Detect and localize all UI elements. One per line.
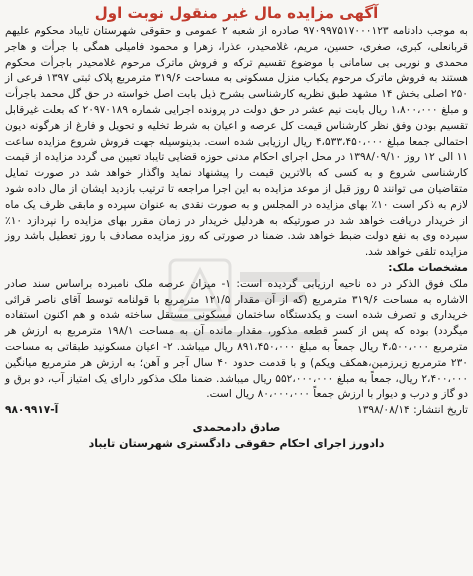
signer-name: صادق دادمحمدی xyxy=(192,420,281,434)
publication-date: ۱۳۹۸/۰۸/۱۴ xyxy=(357,404,410,417)
publication-line xyxy=(5,403,468,419)
notice-reference: آ-۹۸۰۹۹۱۷ xyxy=(5,404,59,417)
publication-date-group xyxy=(357,403,468,419)
specs-heading: مشخصات ملک: xyxy=(388,261,468,274)
notice-title: آگهی مزایده مال غیر منقول نوبت اول xyxy=(94,4,379,22)
issuing-office: دادورز اجرای احکام حقوقی دادگستری شهرستان تایباد xyxy=(88,436,385,450)
notice-body: به موجب دادنامه ۹۷۰۹۹۷۵۱۷۰۰۰۱۲۳ صادره از شعبه ۲ عمومی و حقوقی شهرستان تایباد محکوم علیهم قربانعلی، کبری، صغری، حسین، مریم، غلامحیدر، عذرا، زهرا و محمود فامیلی همگی با جرأت و هاجر محمدی و نوربی بی سامانی با موضوع تقسیم ترکه و فروش ماترک مرحوم غلامحیدر باجرأت محکوم هستند به فروش ماترک مرحوم یکباب منزل مسکونی به مساحت ۳۱۹/۶ مترمربع پلاک ثبتی ۱۳۹۷ فرعی از ۲۵۰ اصلی بخش ۱۴ مشهد طبق نظریه کارشناسی بشرح ذیل بابت اصل خواسته در حق گل محمد باجرأت و مبلغ ۱،۸۰۰،۰۰۰ ریال بابت نیم عشر در حق دولت در پرونده اجرایی شماره ۲۰۹۷۰۱۸۹ که بعلت غیرقابل تقسیم بودن وفق نظر کارشناس قیمت کل عرصه و اعیان به شرط تخلیه و تحویل و فارغ از هرگونه دیون احتمالی جمعا مبلغ ۴،۵۳۳،۴۵۰،۰۰۰ ریال ارزیابی شده است. بدینوسیله جهت فروش شروع مزایده ساعت ۱۱ الی ۱۲ روز ۱۳۹۸/۰۹/۱۰ در محل اجرای احکام مدنی حوزه قضایی تایباد تعیین می گردد مزایده از قیمت کارشناسی شروع و به کسی که بالاترین قیمت را پیشنهاد نماید واگذار خواهد شد در صورت تمایل متقاضیان می توانند ۵ روز قبل از موعد مزایده به این اجرا مراجعه تا ترتیب بازدید ایشان از مال داده شود لازم به ذکر است ۱۰٪ بهای مزایده در المجلس و به صورت نقدی به عنوان سپرده و مابقی ظرف یک ماه از خریدار دریافت خواهد شد در صورتیکه به هردلیل خریدار در زمان مقرر بهای مزایده را نپردازد ۱۰٪ سپرده وی به نفع دولت ضبط خواهد شد. ضمنا در صورتی که روز مزایده مصادف با روز تعطیل باشد روز مزایده تلقی خواهد شد. xyxy=(5,25,469,259)
publication-date-label: تاریخ انتشار: xyxy=(413,404,468,417)
specs-body: ملک فوق الذکر در ده ناحیه ارزیابی گردیده است: ۱- میزان عرصه ملک نامبرده براساس سند صادر الاشاره به مساحت ۳۱۹/۶ مترمربع (که از آن مقدار ۱۲۱/۵ مترمربع با قولنامه توسط آقای ناصر قرائی خریداری و تصرف شده است و یکدستگاه ساختمان مسکونی مستقل ساخته شده و هم اکنون استفاده میگردد) بوده که پس از کسر قطعه مذکور، مقدار مانده آن به مساحت ۱۹۸/۱ مترمربع به ارزش هر مترمربع ۴،۵۰۰،۰۰۰ ریال جمعاً به مبلغ ۸۹۱،۴۵۰،۰۰۰ ریال میباشد. ۲- اعیان مسکونید طبقاتی به مساحت ۲۳۰ مترمربع زیرزمین،همکف ویکم) و با قدمت حدود ۴۰ سال آجر و آهن؛ به ارزش هر مترمربع میانگین ۲،۴۰۰،۰۰۰ ریال، جمعاً به مبلغ ۵۵۲،۰۰۰،۰۰۰ ریال میباشد. ضمنا ملک مذکور دارای یک امتیاز آب، دو برق و دو گاز و درب و دیوار با ارزش جمعاً ۸۰،۰۰۰،۰۰۰ ریال است. xyxy=(5,277,469,401)
